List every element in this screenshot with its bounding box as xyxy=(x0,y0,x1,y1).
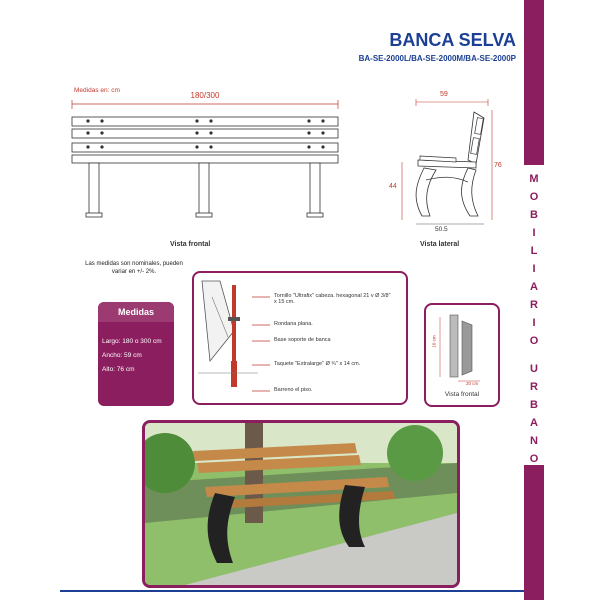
anchor-detail-panel xyxy=(424,303,500,407)
sidebar-vertical-text xyxy=(524,170,544,468)
letter: O xyxy=(529,191,539,203)
letter: A xyxy=(530,417,538,429)
letter: O xyxy=(529,335,539,347)
front-view-drawing xyxy=(66,95,346,225)
anchor-dim-top: 10 cm xyxy=(431,335,437,348)
measure-height: Alto: 76 cm xyxy=(102,366,135,373)
bottom-rule xyxy=(60,590,524,592)
units-label: Medidas en: cm xyxy=(74,87,120,94)
anchor-dim-side: 20 cm xyxy=(466,381,479,386)
letter: I xyxy=(532,263,536,275)
front-view-caption: Vista frontal xyxy=(170,241,211,248)
letter: L xyxy=(530,245,538,257)
installation-drawing xyxy=(198,277,258,397)
side-view-caption: Vista lateral xyxy=(420,241,460,248)
length-dimension: 180/300 xyxy=(190,91,220,100)
letter: B xyxy=(530,399,538,411)
letter: M xyxy=(529,173,539,185)
side-seat-height-dim: 44 xyxy=(389,183,397,190)
page-title: BANCA SELVA xyxy=(389,30,516,50)
bench-photo xyxy=(142,420,460,588)
measure-width: Ancho: 59 cm xyxy=(102,352,142,359)
side-height-dim: 76 xyxy=(494,162,502,169)
install-item-washer: Rondana plana. xyxy=(274,321,313,327)
measures-box xyxy=(98,302,174,406)
anchor-drawing xyxy=(432,311,492,383)
letter: N xyxy=(530,435,538,447)
install-item-anchor: Taquete "Extralarge" Ø ¾" x 14 cm. xyxy=(274,361,361,367)
install-item-base: Base soporte de banca xyxy=(274,337,331,343)
side-base-dim: 50.5 xyxy=(435,226,448,233)
letter: A xyxy=(530,281,538,293)
side-view-drawing xyxy=(396,98,506,238)
install-item-screw: Tornillo "Ultrafix" cabeza. hexagonal 21 v Ø 3/8" x 15 cm. xyxy=(274,293,391,305)
bench-photo-illustration xyxy=(145,423,457,585)
tolerance-note: Las medidas son nominales, pueden variar en +/- 2%. xyxy=(85,261,183,275)
install-item-drill: Barreno el piso. xyxy=(274,387,313,393)
letter: I xyxy=(532,317,536,329)
install-pointers xyxy=(250,293,272,393)
letter: B xyxy=(530,209,538,221)
measures-title: Medidas xyxy=(98,302,174,322)
letter: R xyxy=(530,381,538,393)
model-codes: BA-SE-2000L/BA-SE-2000M/BA-SE-2000P xyxy=(358,54,516,63)
installation-panel xyxy=(192,271,408,405)
anchor-caption: Vista frontal xyxy=(444,391,480,398)
letter xyxy=(524,350,544,360)
side-width-dim: 59 xyxy=(440,91,448,98)
letter: O xyxy=(529,453,539,465)
letter: U xyxy=(530,363,538,375)
measure-length: Largo: 180 o 300 cm xyxy=(102,338,162,345)
letter: I xyxy=(532,227,536,239)
letter: R xyxy=(530,299,538,311)
